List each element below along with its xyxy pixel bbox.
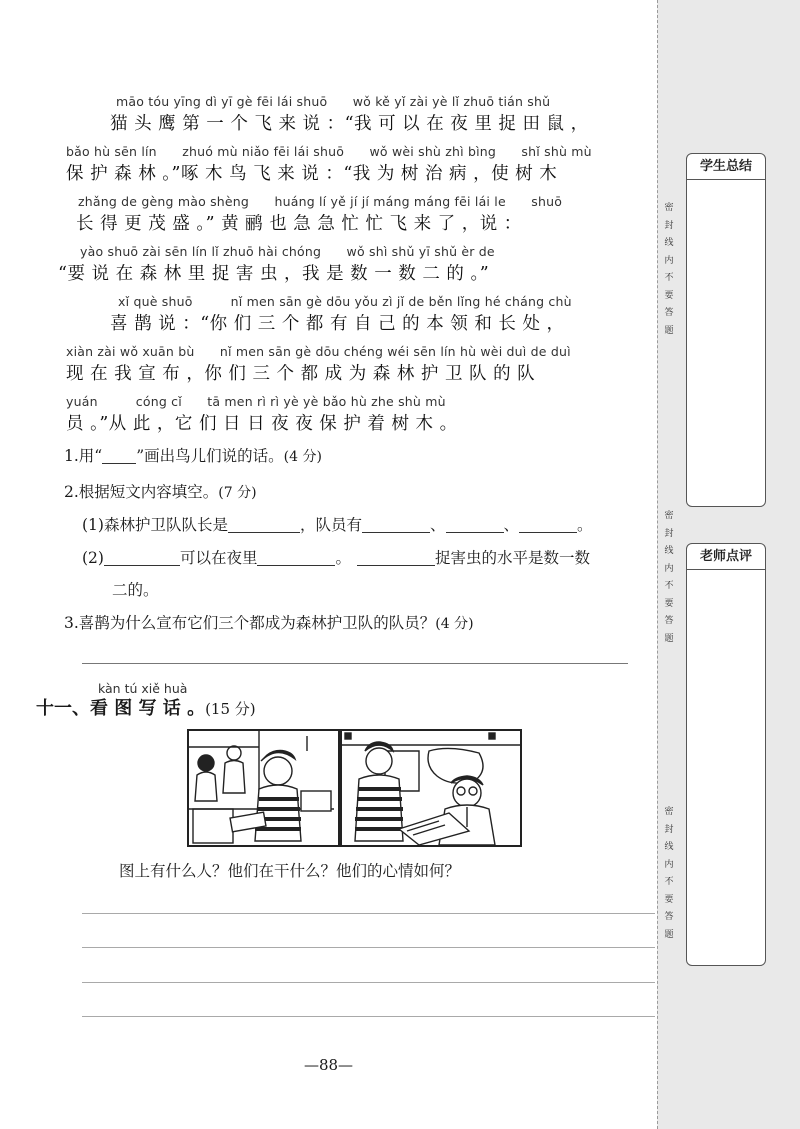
passage-line — [58, 292, 648, 342]
hanzi-line: 保 护 森 林 。”啄 木 鸟 飞 来 说 ：“我 为 树 治 病 ，使 树 木 — [66, 164, 558, 184]
answer-blank[interactable] — [446, 517, 504, 533]
question-2-1: (1)森林护卫队队长是 ，队员有 、 、 。 — [82, 516, 593, 534]
hanzi-line: 现 在 我 宣 布 ，你 们 三 个 都 成 为 森 林 护 卫 队 的 队 — [66, 364, 536, 384]
student-summary-title: 学生总结 — [687, 154, 765, 180]
passage-line — [58, 192, 648, 242]
pinyin-line: yào shuō zài sēn lín lǐ zhuō hài chóng wǒ shì shǔ yī shǔ èr de — [80, 244, 495, 259]
panel-divider — [338, 731, 342, 845]
underline-sample — [102, 448, 136, 464]
answer-blank[interactable] — [519, 517, 577, 533]
pinyin-line: zhǎng de gèng mào shèng huáng lí yě jí jí máng máng fēi lái le shuō — [78, 194, 563, 209]
illustration-image — [189, 731, 520, 845]
question-3: 3.喜鹊为什么宣布它们三个都成为森林护卫队的队员？(4 分) — [64, 614, 474, 632]
writing-line[interactable] — [82, 947, 655, 948]
question-2-2-continued: 二的。 — [112, 581, 159, 599]
page-number: —88— — [303, 1056, 354, 1074]
teacher-comment-title: 老师点评 — [687, 544, 765, 570]
section-11-pinyin: kàn tú xiě huà — [98, 681, 188, 696]
answer-blank[interactable] — [104, 550, 180, 566]
seal-line-notice-1: 密 封 线 内 不 要 答 题 — [664, 203, 674, 336]
passage-line — [58, 92, 648, 142]
seal-line-notice-3: 密 封 线 内 不 要 答 题 — [664, 807, 674, 940]
hanzi-line: 长 得 更 茂 盛 。” 黄 鹂 也 急 急 忙 忙 飞 来 了 ，说 ： — [76, 214, 522, 234]
pinyin-line: xǐ què shuō nǐ men sān gè dōu yǒu zì jǐ de běn lǐng hé cháng chù — [118, 294, 572, 309]
hanzi-line: 员 。”从 此 ，它 们 日 日 夜 夜 保 护 着 树 木 。 — [66, 414, 458, 434]
pinyin-line: bǎo hù sēn lín zhuó mù niǎo fēi lái shuō wǒ wèi shù zhì bìng shǐ shù mù — [66, 144, 592, 159]
question-1: 1.用“ ”画出鸟儿们说的话。(4 分) — [64, 447, 322, 465]
passage-line — [58, 392, 648, 442]
reading-passage — [58, 92, 648, 442]
answer-blank[interactable] — [228, 517, 300, 533]
seal-line-notice-2: 密 封 线 内 不 要 答 题 — [664, 511, 674, 644]
hanzi-line: 喜 鹊 说 ：“你 们 三 个 都 有 自 己 的 本 领 和 长 处 ， — [110, 314, 565, 334]
section-11-title: 十一、看 图 写 话 。(15 分) — [36, 698, 256, 719]
writing-prompt: 图上有什么人？他们在干什么？他们的心情如何？ — [119, 862, 461, 880]
answer-blank[interactable] — [357, 550, 435, 566]
pinyin-line: māo tóu yīng dì yī gè fēi lái shuō wǒ kě yǐ zài yè lǐ zhuō tián shǔ — [116, 94, 551, 109]
pinyin-line: xiàn zài wǒ xuān bù nǐ men sān gè dōu chéng wéi sēn lín hù wèi duì de duì — [66, 344, 571, 359]
writing-line[interactable] — [82, 1016, 655, 1017]
student-summary-box[interactable] — [686, 153, 766, 507]
teacher-comment-box[interactable] — [686, 543, 766, 966]
answer-blank[interactable] — [257, 550, 335, 566]
writing-line[interactable] — [82, 913, 655, 914]
passage-line — [58, 142, 648, 192]
answer-line-q3[interactable] — [82, 663, 628, 664]
writing-illustration — [187, 729, 522, 847]
pinyin-line: yuán cóng cǐ tā men rì rì yè yè bǎo hù zhe shù mù — [66, 394, 446, 409]
passage-line — [58, 242, 648, 292]
question-2-2: (2) 可以在夜里 。 捉害虫的水平是数一数 — [82, 549, 591, 567]
writing-line[interactable] — [82, 982, 655, 983]
answer-blank[interactable] — [362, 517, 430, 533]
hanzi-line: “要 说 在 森 林 里 捉 害 虫 ，我 是 数 一 数 二 的 。” — [58, 264, 490, 284]
question-2: 2.根据短文内容填空。(7 分) — [64, 483, 257, 501]
hanzi-line: 猫 头 鹰 第 一 个 飞 来 说 ：“我 可 以 在 夜 里 捉 田 鼠 ， — [110, 114, 589, 134]
passage-line — [58, 342, 648, 392]
